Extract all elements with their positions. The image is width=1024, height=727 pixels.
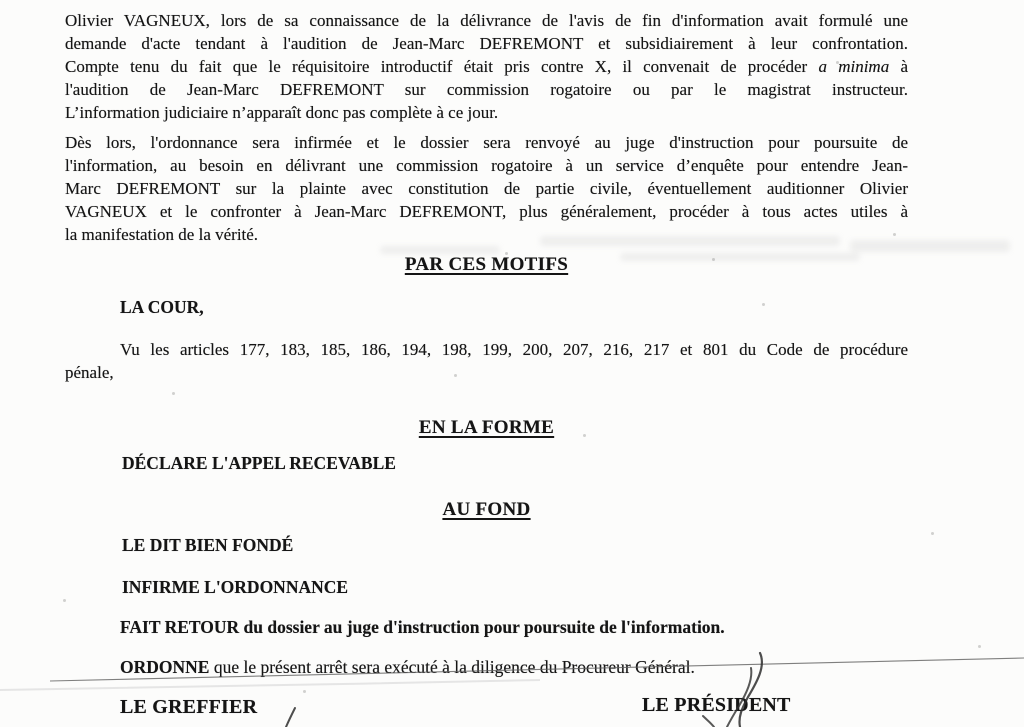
text-line: Compte tenu du fait que le réquisitoire introductif était pris contre X, il convenait de procéder a minima à	[65, 57, 909, 76]
text-line: demande d'acte tendant à l'audition de Jean-Marc DEFREMONT et subsidiairement à leur confrontation.	[65, 34, 908, 53]
heading-en-la-forme	[65, 417, 908, 439]
heading-au-fond	[65, 499, 908, 521]
paragraph-court-reasoning	[65, 131, 908, 246]
scan-speck	[931, 532, 934, 535]
bleedthrough-smudge	[540, 236, 840, 246]
text-line: l'information, au besoin en délivrant une commission rogatoire à un service d’enquête pour entendre Jean-	[65, 156, 908, 175]
text-line: la manifestation de la vérité.	[65, 225, 259, 244]
scan-speck	[505, 252, 508, 255]
bleedthrough-smudge	[850, 240, 1010, 252]
signature-row	[65, 692, 908, 727]
heading-en-la-forme-text: EN LA FORME	[418, 417, 555, 438]
heading-au-fond-text: AU FOND	[442, 499, 531, 520]
text-line: Vu les articles 177, 183, 185, 186, 194, 198, 199, 200, 207, 216, 217 et 801 du Code de procédure	[120, 340, 908, 359]
text-line: Dès lors, l'ordonnance sera infirmée et le dossier sera renvoyé au juge d'instruction pour poursuite de	[65, 133, 908, 152]
scan-speck	[172, 392, 175, 395]
text-line: Olivier VAGNEUX, lors de sa connaissance de la délivrance de l'avis de fin d'information avait formulé une	[65, 11, 908, 30]
paragraph-vu-les-articles	[65, 338, 908, 384]
line-declare-appel-recevable: DÉCLARE L'APPEL RECEVABLE	[122, 453, 396, 473]
text-line: Marc DEFREMONT sur la plainte avec constitution de partie civile, éventuellement auditionner Olivier	[65, 179, 908, 198]
bleedthrough-smudge	[620, 253, 860, 261]
text-line: pénale,	[65, 363, 114, 382]
scan-speck	[303, 690, 306, 693]
greffier-label: LE GREFFIER	[120, 696, 258, 718]
paragraph-appeal-grounds	[65, 9, 908, 124]
text-line: VAGNEUX et le confronter à Jean-Marc DEFREMONT, plus généralement, procéder à tous actes utiles à	[65, 202, 908, 221]
paper-crease-shadow	[0, 680, 540, 690]
scan-speck	[583, 434, 586, 437]
ordonne-keyword: ORDONNE	[120, 657, 210, 677]
scan-speck	[712, 258, 715, 261]
scan-speck	[836, 61, 839, 64]
text-line: l'audition de Jean-Marc DEFREMONT sur commission rogatoire ou par le magistrat instructeur.	[65, 80, 908, 99]
scan-speck	[762, 303, 765, 306]
president-label: LE PRÉSIDENT	[642, 694, 791, 716]
bleedthrough-smudge	[380, 246, 500, 254]
line-la-cour: LA COUR,	[120, 297, 204, 317]
scan-speck	[63, 599, 66, 602]
heading-par-ces-motifs-text: PAR CES MOTIFS	[404, 254, 569, 275]
scan-speck	[454, 374, 457, 377]
line-infirme-ordonnance: INFIRME L'ORDONNANCE	[122, 577, 349, 597]
line-ordonne	[65, 656, 963, 679]
line-fait-retour: FAIT RETOUR du dossier au juge d'instruction pour poursuite de l'information.	[120, 617, 725, 637]
line-le-dit-bien-fonde: LE DIT BIEN FONDÉ	[122, 535, 294, 555]
scan-speck	[893, 233, 896, 236]
text-line: L’information judiciaire n’apparaît donc pas complète à ce jour.	[65, 103, 499, 122]
ordonne-rest: que le présent arrêt sera exécuté à la diligence du Procureur Général.	[209, 657, 695, 677]
scan-speck	[978, 645, 981, 648]
